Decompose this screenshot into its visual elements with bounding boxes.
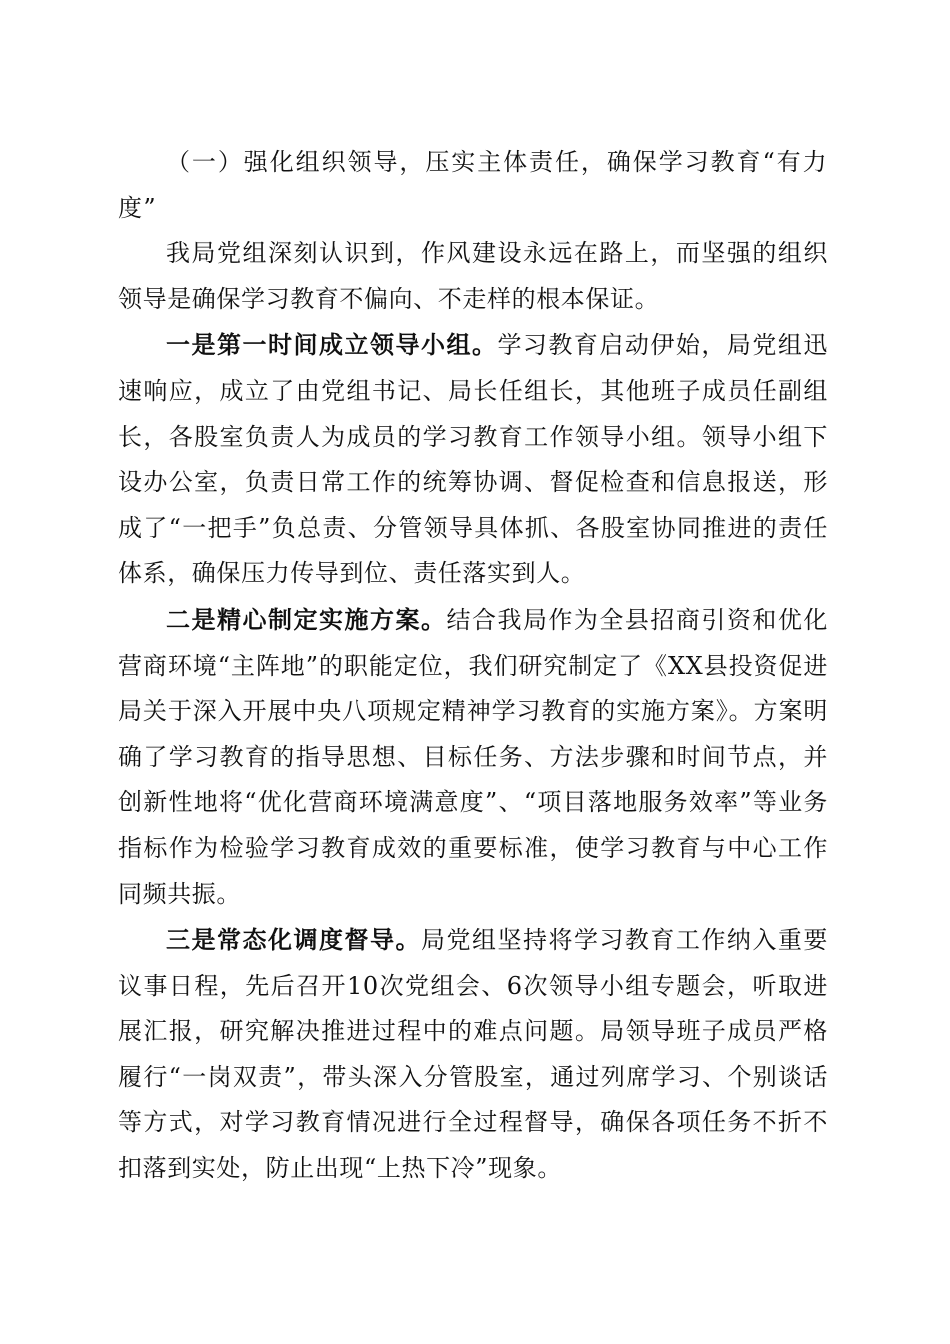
paragraph-body: 学习教育启动伊始，局党组迅速响应，成立了由党组书记、局长任组长，其他班子成员任副组长，各股室负责人为成员的学习教育工作领导小组。领导小组下设办公室，负责日常工作的统筹协调、督促检查和信息报送，形成了“一把手”负总责、分管领导具体抓、各股室协同推进的责任体系，确保压力传导到位、责任落实到人。 bbox=[118, 331, 828, 588]
paragraph-lead: 一是第一时间成立领导小组。 bbox=[166, 330, 498, 360]
paragraph-supervision bbox=[118, 917, 828, 1192]
paragraph-lead: 三是常态化调度督导。 bbox=[166, 925, 421, 955]
document-page bbox=[118, 140, 828, 1192]
paragraph-body: 结合我局作为全县招商引资和优化营商环境“主阵地”的职能定位，我们研究制定了《XX县投资促进局关于深入开展中央八项规定精神学习教育的实施方案》。方案明确了学习教育的指导思想、目标任务、方法步骤和时间节点，并创新性地将“优化营商环境满意度”、“项目落地服务效率”等业务指标作为检验学习教育成效的重要标准，使学习教育与中心工作同频共振。 bbox=[118, 605, 828, 908]
intro-paragraph: 我局党组深刻认识到，作风建设永远在路上，而坚强的组织领导是确保学习教育不偏向、不走样的根本保证。 bbox=[118, 239, 828, 313]
section-heading: （一）强化组织领导，压实主体责任，确保学习教育“有力度” bbox=[118, 148, 828, 222]
paragraph-lead: 二是精心制定实施方案。 bbox=[166, 604, 447, 634]
paragraph-body: 局党组坚持将学习教育工作纳入重要议事日程，先后召开10次党组会、6次领导小组专题会，听取进展汇报，研究解决推进过程中的难点问题。局领导班子成员严格履行“一岗双责”，带头深入分管股室，通过列席学习、个别谈话等方式，对学习教育情况进行全过程督导，确保各项任务不折不扣落到实处，防止出现“上热下冷”现象。 bbox=[118, 926, 829, 1183]
paragraph-implementation-plan bbox=[118, 597, 828, 917]
paragraph-leadership-group bbox=[118, 322, 828, 597]
